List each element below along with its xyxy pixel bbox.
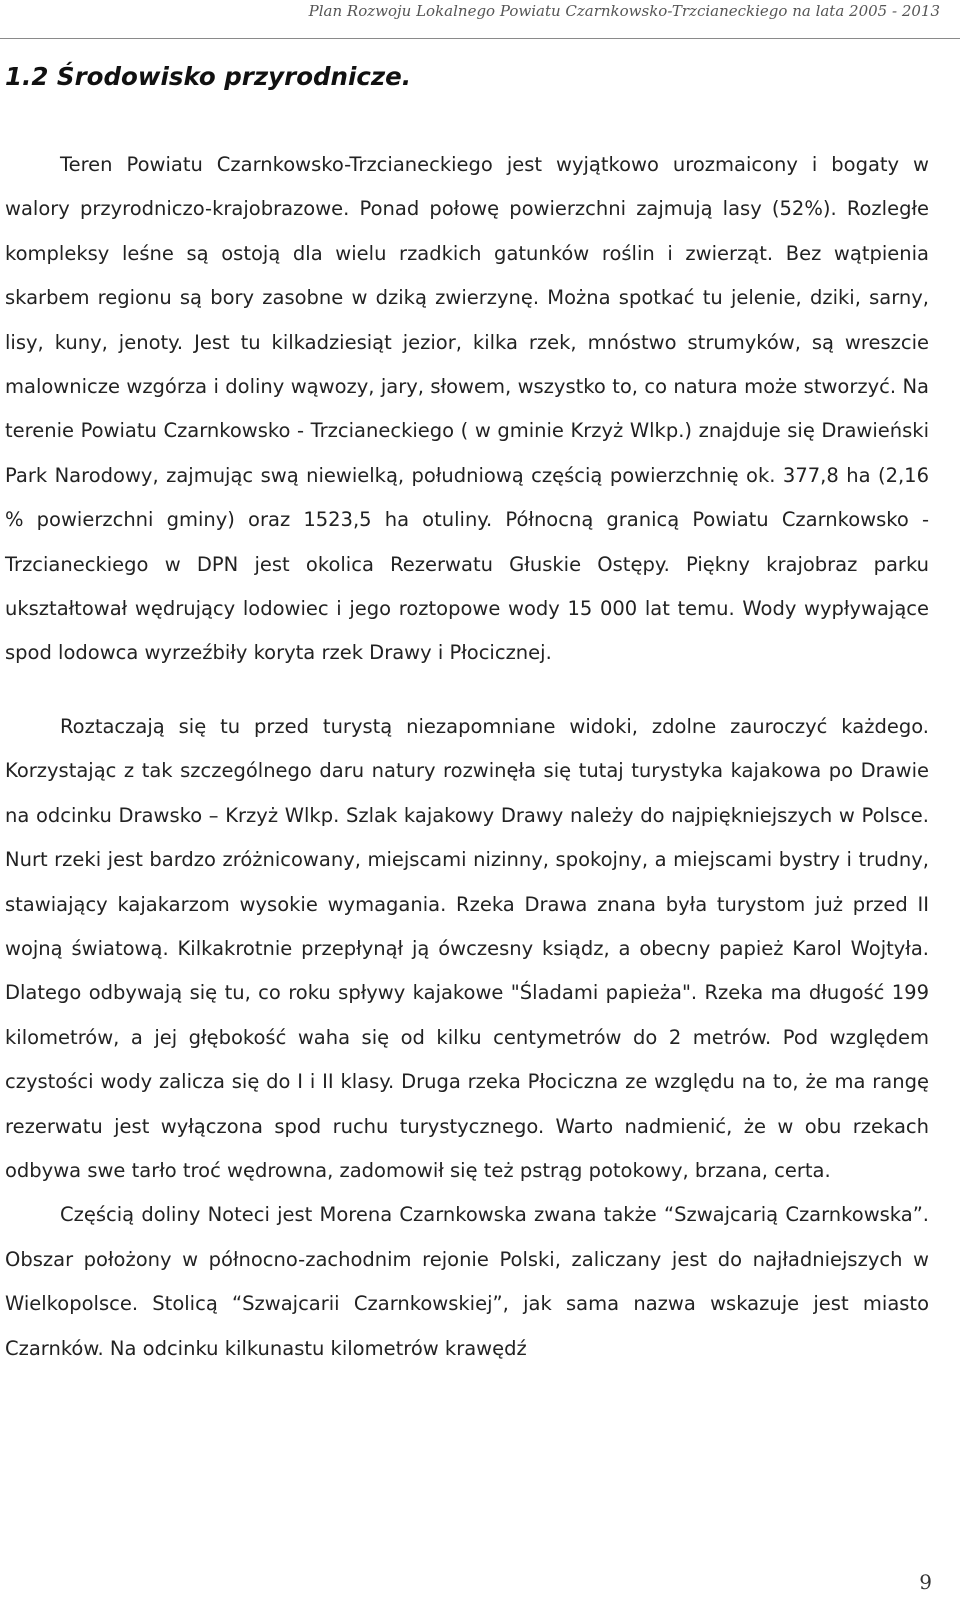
- page-number: 9: [919, 1570, 932, 1594]
- running-header: Plan Rozwoju Lokalnego Powiatu Czarnkowsko-Trzcianeckiego na lata 2005 - 2013: [308, 2, 940, 20]
- paragraph-czarnkow-moraine: Częścią doliny Noteci jest Morena Czarnkowska zwana także “Szwajcarią Czarnkowska”. Obszar położony w północno-zachodnim rejonie Polski, zaliczany jest do najładniejszych w Wielkopolsce. Stolicą “Szwajcarii Czarnkowskiej”, jak sama nazwa wskazuje jest miasto Czarnków. Na odcinku kilkunastu kilometrów krawędź: [5, 1203, 929, 1360]
- paragraph-kayaking: Roztaczają się tu przed turystą niezapomniane widoki, zdolne zauroczyć każdego. Korzystając z tak szczególnego daru natury rozwinęła się tutaj turystyka kajakowa po Drawie na odcinku Drawsko – Krzyż Wlkp. Szlak kajakowy Drawy należy do najpiękniejszych w Polsce. Nurt rzeki jest bardzo zróżnicowany, miejscami nizinny, spokojny, a miejscami bystry i trudny, stawiający kajakarzom wysokie wymagania. Rzeka Drawa znana była turystom już przed II wojną światową. Kilkakrotnie przepłynął ją ówczesny ksiądz, a obecny papież Karol Wojtyła. Dlatego odbywają się tu, co roku spływy kajakowe "Śladami papieża". Rzeka ma długość 199 kilometrów, a jej głębokość waha się od kilku centymetrów do 2 metrów. Pod względem czystości wody zalicza się do I i II klasy. Druga rzeka Płociczna ze względu na to, że ma rangę rezerwatu jest wyłączona spod ruchu turystycznego. Warto nadmienić, że w obu rzekach odbywa swe tarło troć wędrowna, zadomowił się też pstrąg potokowy, brzana, certa.: [5, 714, 929, 1182]
- paragraph-nature-overview: Teren Powiatu Czarnkowsko-Trzcianeckiego jest wyjątkowo urozmaicony i bogaty w walory przyrodniczo-krajobrazowe. Ponad połowę powierzchni zajmują lasy (52%). Rozległe kompleksy leśne są ostoją dla wielu rzadkich gatunków roślin i zwierząt. Bez wątpienia skarbem regionu są bory zasobne w dziką zwierzynę. Można spotkać tu jelenie, dziki, sarny, lisy, kuny, jenoty. Jest tu kilkadziesiąt jezior, kilka rzek, mnóstwo strumyków, są wreszcie malownicze wzgórza i doliny wąwozy, jary, słowem, wszystko to, co natura może stworzyć. Na terenie Powiatu Czarnkowsko - Trzcianeckiego ( w gminie Krzyż Wlkp.) znajduje się Drawieński Park Narodowy, zajmując swą niewielką, południową częścią powierzchnię ok. 377,8 ha (2,16 % powierzchni gminy) oraz 1523,5 ha otuliny. Północną granicą Powiatu Czarnkowsko - Trzcianeckiego w DPN jest okolica Rezerwatu Głuskie Ostępy. Piękny krajobraz parku ukształtował wędrujący lodowiec i jego roztopowe wody 15 000 lat temu. Wody wypływające spod lodowca wyrzeźbiły koryta rzek Drawy i Płocicznej.: [5, 153, 929, 665]
- header-divider: [0, 38, 960, 39]
- document-body: [5, 143, 929, 1371]
- section-title: 1.2 Środowisko przyrodnicze.: [5, 62, 412, 91]
